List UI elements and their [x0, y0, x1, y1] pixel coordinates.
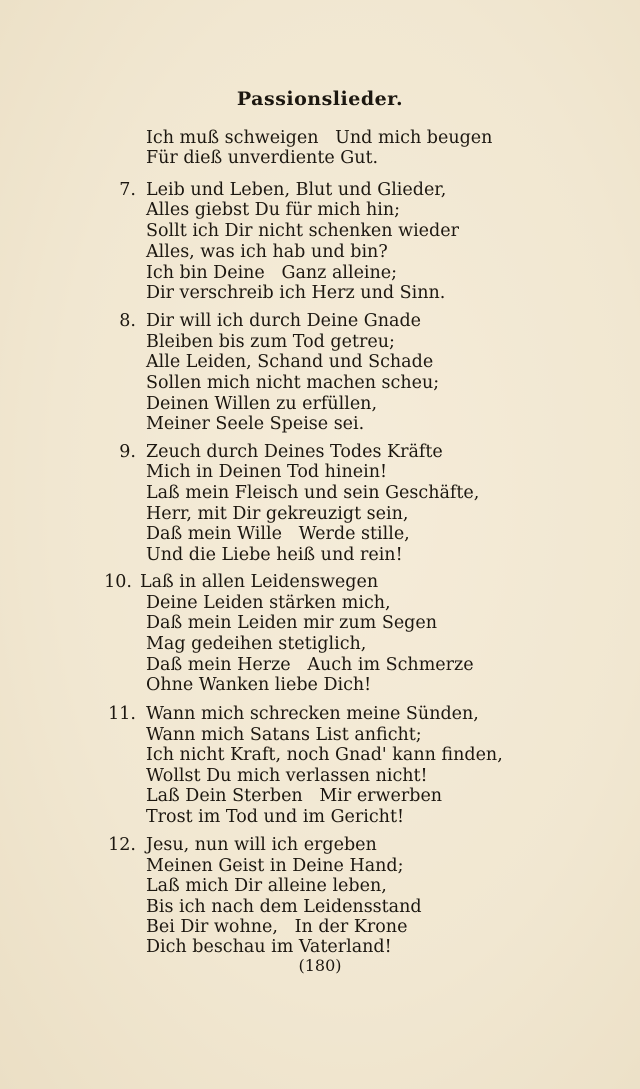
page-number: (180): [298, 956, 342, 975]
verse-line: Jesu, nun will ich ergeben: [146, 835, 377, 855]
verse-line: Meiner Seele Speise sei.: [146, 414, 365, 434]
verse-line: Daß mein Wille Werde stille,: [146, 524, 410, 544]
verse-line: Laß Dein Sterben Mir erwerben: [146, 786, 443, 806]
verse-line: Sollt ich Dir nicht schenken wieder: [146, 221, 459, 241]
stanza-number: 7.: [119, 180, 136, 200]
verse-line: Deine Leiden stärken mich,: [146, 593, 391, 613]
verse-line: Sollen mich nicht machen scheu;: [146, 373, 440, 393]
stanza-number: 11.: [108, 704, 136, 724]
stanza-number: 9.: [119, 442, 136, 462]
verse-line: Alles giebst Du für mich hin;: [146, 200, 401, 220]
verse-line: Bei Dir wohne, In der Krone: [146, 917, 408, 937]
verse-line: Für dieß unverdiente Gut.: [146, 148, 379, 168]
verse-line: Laß mich Dir alleine leben,: [146, 876, 387, 896]
verse-line: Alles, was ich hab und bin?: [146, 242, 388, 262]
verse-line: Mich in Deinen Tod hinein!: [146, 462, 388, 482]
verse-line: Daß mein Herze Auch im Schmerze: [146, 655, 474, 675]
verse-line: Wollst Du mich verlassen nicht!: [146, 766, 428, 786]
verse-line: Leib und Leben, Blut und Glieder,: [146, 180, 447, 200]
verse-line: Mag gedeihen stetiglich,: [146, 634, 367, 654]
verse-line: Alle Leiden, Schand und Schade: [146, 352, 434, 372]
verse-line: Ich bin Deine Ganz alleine;: [146, 263, 398, 283]
verse-line: Wann mich Satans List anficht;: [146, 725, 422, 745]
verse-line: Bleiben bis zum Tod getreu;: [146, 332, 395, 352]
stanza-number: 12.: [108, 835, 136, 855]
verse-line: Dir verschreib ich Herz und Sinn.: [146, 283, 446, 303]
running-header: Passionslieder.: [236, 88, 404, 110]
verse-line: Ohne Wanken liebe Dich!: [146, 675, 372, 695]
verse-line: Dir will ich durch Deine Gnade: [146, 311, 422, 331]
verse-line: Wann mich schrecken meine Sünden,: [146, 704, 479, 724]
verse-line: Laß in allen Leidenswegen: [140, 572, 379, 592]
verse-line: Herr, mit Dir gekreuzigt sein,: [146, 504, 409, 524]
verse-line: Deinen Willen zu erfüllen,: [146, 394, 378, 414]
verse-line: Daß mein Leiden mir zum Segen: [146, 613, 438, 633]
verse-line: Trost im Tod und im Gericht!: [146, 807, 405, 827]
stanza-number: 10.: [104, 572, 132, 592]
verse-line: Zeuch durch Deines Todes Kräfte: [146, 442, 443, 462]
verse-line: Laß mein Fleisch und sein Geschäfte,: [146, 483, 480, 503]
verse-line: Bis ich nach dem Leidensstand: [146, 897, 422, 917]
verse-line: Ich muß schweigen Und mich beugen: [146, 128, 493, 148]
verse-line: Meinen Geist in Deine Hand;: [146, 856, 404, 876]
verse-line: Dich beschau im Vaterland!: [146, 937, 392, 957]
verse-line: Und die Liebe heiß und rein!: [146, 545, 403, 565]
stanza-number: 8.: [119, 311, 136, 331]
verse-line: Ich nicht Kraft, noch Gnad' kann finden,: [146, 745, 503, 765]
